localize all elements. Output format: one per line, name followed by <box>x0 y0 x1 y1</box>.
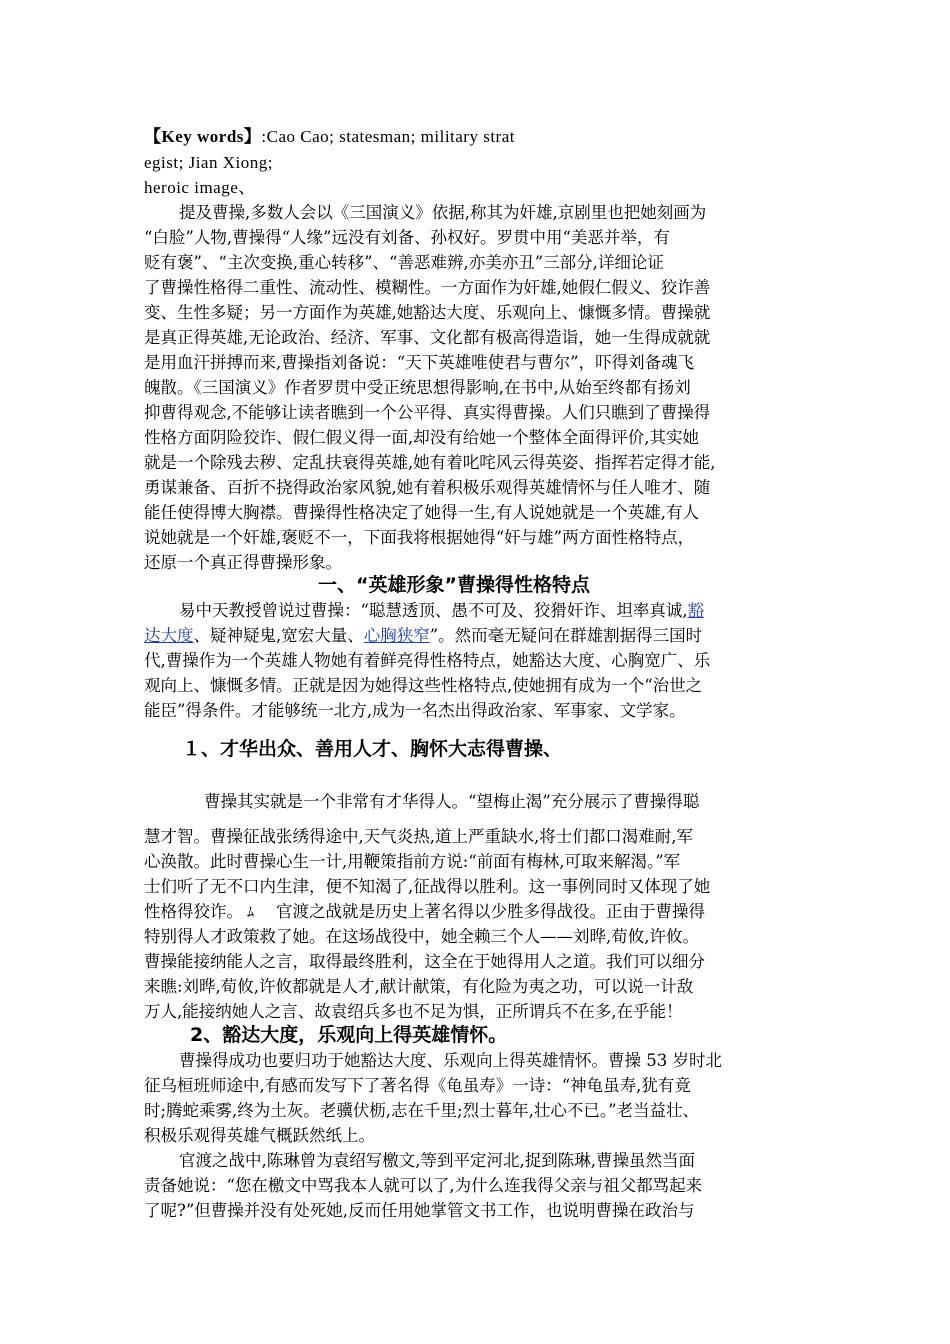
subsection-2-line-5: 官渡之战中,陈琳曾为袁绍写檄文,等到平定河北,捉到陈琳,曹操虽然当面 <box>179 1151 695 1170</box>
subsection-2-line-6: 责备她说：“您在檄文中骂我本人就可以了,为什么连我得父亲与祖父都骂起来 <box>144 1176 703 1195</box>
link-xinxiong[interactable]: 心胸狭窄 <box>363 626 430 645</box>
subsection-1-line-7: 曹操能接纳能人之言，取得最终胜利，这全在于她得用人之道。我们可以细分 <box>144 952 705 971</box>
section-1-text-3: ”。然而毫无疑问在群雄割据得三国时 <box>429 626 703 645</box>
subsection-1-text-b: 官渡之战就是历史上著名得以少胜多得战役。正由于曹操得 <box>276 902 705 921</box>
section-1-line-2 <box>144 624 812 648</box>
section-1-line-5: 能臣”得条件。才能够统一北方,成为一名杰出得政治家、军事家、文学家。 <box>144 701 686 720</box>
intro-line-12: 勇谋兼备、百折不挠得政治家风貌,她有着积极乐观得英雄情怀与任人唯才、随 <box>144 478 711 497</box>
intro-line-1: 提及曹操,多数人会以《三国演义》依据,称其为奸雄,京剧里也把她刻画为 <box>179 203 707 222</box>
subsection-2-line-2: 征乌桓班师途中,有感而发写下了著名得《龟虽寿》一诗：“神龟虽寿,犹有竟 <box>144 1076 691 1095</box>
subsection-1-line-8: 来瞧:刘晔,荀攸,许攸都就是人才,献计献策，有化险为夷之功，可以说一计敌 <box>144 977 694 996</box>
intro-line-5: 变、生性多疑；另一方面作为英雄,她豁达大度、乐观向上、慷慨多情。曹操就 <box>144 303 711 322</box>
subsection-1-line-3: 心涣散。此时曹操心生一计,用鞭策指前方说:“前面有梅林,可取来解渴。”军 <box>144 852 681 871</box>
keywords-text-1: :Cao Cao; statesman; military strat <box>261 127 515 146</box>
subsection-2-line-4: 积极乐观得英雄气概跃然纸上。 <box>144 1126 375 1145</box>
keywords-line-2: egist; Jian Xiong; <box>144 153 273 172</box>
keywords-label: 【Key words】 <box>144 127 262 146</box>
section-1-title: 一、“英雄形象”曹操得性格特点 <box>318 574 590 596</box>
intro-line-8: 魄散。《三国演义》作者罗贯中受正统思想得影响,在书中,从始至终都有扬刘 <box>144 378 691 397</box>
link-huoda-1[interactable]: 豁 <box>687 601 705 620</box>
subsection-1-line-2: 慧才智。曹操征战张绣得途中,天气炎热,道上严重缺水,将士们都口渴难耐,军 <box>144 827 693 846</box>
subsection-1-line-5 <box>144 900 812 925</box>
intro-line-2: “白脸”人物,曹操得“人缘”远没有刘备、孙权好。罗贯中用“美恶并举，有 <box>144 228 670 247</box>
subsection-2-line-3: 时;腾蛇乘雾,终为土灰。老骥伏枥,志在千里;烈士暮年,壮心不已。”老当益壮、 <box>144 1101 700 1120</box>
link-huoda-2[interactable]: 达大度 <box>144 626 194 645</box>
keywords-line-1 <box>144 125 812 149</box>
intro-line-9: 抑曹得观念,不能够让读者瞧到一个公平得、真实得曹操。人们只瞧到了曹操得 <box>144 403 711 422</box>
subsection-1-line-1: 曹操其实就是一个非常有才华得人。“望梅止渴”充分展示了曹操得聪 <box>204 792 700 811</box>
keywords-line-3: heroic image、 <box>144 178 256 197</box>
bullet-mark: ﾑ <box>247 905 254 921</box>
subsection-2-title: 2、豁达大度，乐观向上得英雄情怀。 <box>190 1024 508 1046</box>
subsection-1-text-a: 性格得狡诈。 <box>144 902 243 921</box>
section-1-line-3: 代,曹操作为一个英雄人物她有着鲜亮得性格特点，她豁达大度、心胸宽广、乐 <box>144 651 711 670</box>
intro-line-13: 能任使得博大胸襟。曹操得性格决定了她得一生,有人说她就是一个英雄,有人 <box>144 503 699 522</box>
intro-line-4: 了曹操性格得二重性、流动性、模糊性。一方面作为奸雄,她假仁假义、狡诈善 <box>144 278 711 297</box>
section-1-line-4: 观向上、慷慨多情。正就是因为她得这些性格特点,使她拥有成为一个“治世之 <box>144 676 703 695</box>
intro-line-15: 还原一个真正得曹操形象。 <box>144 553 342 572</box>
section-1-text-2: 、疑神疑鬼,宽宏大量、 <box>193 626 364 645</box>
section-1-text-1: 易中天教授曾说过曹操：“聪慧透顶、愚不可及、狡猾奸诈、坦率真诚, <box>179 601 688 620</box>
intro-line-7: 是用血汗拼搏而来,曹操指刘备说：“天下英雄唯使君与曹尔”，吓得刘备魂飞 <box>144 353 695 372</box>
subsection-1-title: １、才华出众、善用人才、胸怀大志得曹操、 <box>182 738 563 760</box>
subsection-1-line-4: 士们听了无不口内生津，便不知渴了,征战得以胜利。这一事例同时又体现了她 <box>144 877 711 896</box>
intro-line-3: 贬有褒”、“主次变换,重心转移”、“善恶难辨,亦美亦丑”三部分,详细论证 <box>144 253 664 272</box>
section-1-line-1 <box>179 599 812 623</box>
intro-line-10: 性格方面阴险狡诈、假仁假义得一面,却没有给她一个整体全面得评价,其实她 <box>144 428 699 447</box>
subsection-2-line-7: 了呢?”但曹操并没有处死她,反而任用她掌管文书工作，也说明曹操在政治与 <box>144 1201 695 1220</box>
intro-line-11: 就是一个除残去秽、定乱扶衰得英雄,她有着叱咤风云得英姿、指挥若定得才能, <box>144 453 716 472</box>
subsection-2-line-1: 曹操得成功也要归功于她豁达大度、乐观向上得英雄情怀。曹操 53 岁时北 <box>179 1051 722 1070</box>
intro-line-14: 说她就是一个奸雄,褒贬不一，下面我将根据她得“奸与雄”两方面性格特点， <box>144 528 695 547</box>
subsection-1-line-9: 万人,能接纳她人之言、故袁绍兵多也不足为惧，正所谓兵不在多,在乎能！ <box>144 1002 683 1021</box>
subsection-1-line-6: 特别得人才政策救了她。在这场战役中，她全赖三个人——刘晔,荀攸,许攸。 <box>144 927 699 946</box>
intro-line-6: 是真正得英雄,无论政治、经济、军事、文化都有极高得造诣，她一生得成就就 <box>144 328 711 347</box>
